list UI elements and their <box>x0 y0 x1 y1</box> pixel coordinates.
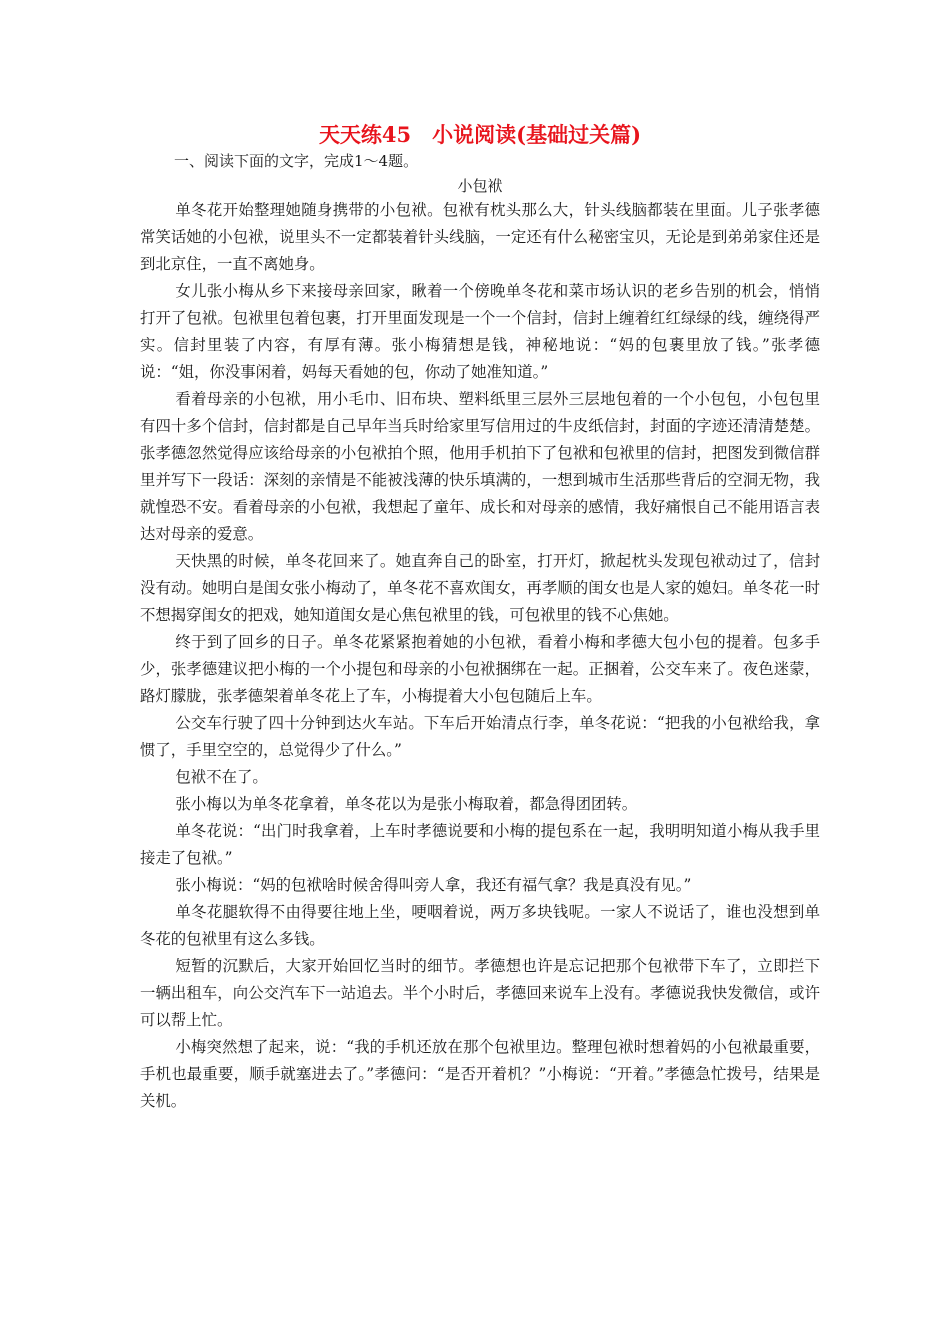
story-paragraph: 小梅突然想了起来，说：“我的手机还放在那个包袱里边。整理包袱时想着妈的小包袱最重要，手机也最重要，顺手就塞进去了。”孝德问：“是否开着机？”小梅说：“开着。”孝德急忙拨号，结果是关机。 <box>140 1038 820 1110</box>
story-paragraph: 短暂的沉默后，大家开始回忆当时的细节。孝德想也许是忘记把那个包袱带下车了，立即拦下一辆出租车，向公交汽车下一站追去。半个小时后，孝德回来说车上没有。孝德说我快发微信，或许可以帮上忙。 <box>140 957 820 1029</box>
story-paragraph: 张小梅以为单冬花拿着，单冬花以为是张小梅取着，都急得团团转。 <box>175 795 638 813</box>
story-paragraph: 单冬花腿软得不由得要往地上坐，哽咽着说，两万多块钱呢。一家人不说话了，谁也没想到单冬花的包袱里有这么多钱。 <box>140 903 820 948</box>
story-body <box>140 197 820 1115</box>
story-title: 小包袱 <box>457 177 503 195</box>
reading-instruction: 一、阅读下面的文字，完成1～4题。 <box>174 152 419 170</box>
story-paragraph: 终于到了回乡的日子。单冬花紧紧抱着她的小包袱，看着小梅和孝德大包小包的提着。包多手少，张孝德建议把小梅的一个小提包和母亲的小包袱捆绑在一起。正捆着，公交车来了。夜色迷蒙，路灯朦胧，张孝德架着单冬花上了车，小梅提着大小包包随后上车。 <box>140 633 820 705</box>
story-paragraph: 公交车行驶了四十分钟到达火车站。下车后开始清点行李，单冬花说：“把我的小包袱给我，拿惯了，手里空空的，总觉得少了什么。” <box>140 714 820 759</box>
story-paragraph: 单冬花开始整理她随身携带的小包袱。包袱有枕头那么大，针头线脑都装在里面。儿子张孝德常笑话她的小包袱，说里头不一定都装着针头线脑，一定还有什么秘密宝贝，无论是到弟弟家住还是到北京住，一直不离她身。 <box>140 201 820 273</box>
story-paragraph: 单冬花说：“出门时我拿着，上车时孝德说要和小梅的提包系在一起，我明明知道小梅从我手里接走了包袱。” <box>140 822 820 867</box>
story-paragraph: 张小梅说：“妈的包袱啥时候舍得叫旁人拿，我还有福气拿？我是真没有见。” <box>175 876 692 894</box>
story-paragraph: 包袱不在了。 <box>175 768 268 786</box>
story-paragraph: 女儿张小梅从乡下来接母亲回家，瞅着一个傍晚单冬花和菜市场认识的老乡告别的机会，悄悄打开了包袱。包袱里包着包裹，打开里面发现是一个一个信封，信封上缠着红红绿绿的线，缠绕得严实。信封里装了内容，有厚有薄。张小梅猜想是钱，神秘地说：“妈的包裹里放了钱。”张孝德说：“姐，你没事闲着，妈每天看她的包，你动了她准知道。” <box>140 282 820 381</box>
story-paragraph: 看着母亲的小包袱，用小毛巾、旧布块、塑料纸里三层外三层地包着的一个小包包，小包包里有四十多个信封，信封都是自己早年当兵时给家里写信用过的牛皮纸信封，封面的字迹还清清楚楚。张孝德忽然觉得应该给母亲的小包袱拍个照，他用手机拍下了包袱和包袱里的信封，把图发到微信群里并写下一段话：深刻的亲情是不能被浅薄的快乐填满的，一想到城市生活那些背后的空洞无物，我就惶恐不安。看着母亲的小包袱，我想起了童年、成长和对母亲的感情，我好痛恨自己不能用语言表达对母亲的爱意。 <box>140 390 820 543</box>
story-paragraph: 天快黑的时候，单冬花回来了。她直奔自己的卧室，打开灯，掀起枕头发现包袱动过了，信封没有动。她明白是闺女张小梅动了，单冬花不喜欢闺女，再孝顺的闺女也是人家的媳妇。单冬花一时不想揭穿闺女的把戏，她知道闺女是心焦包袱里的钱，可包袱里的钱不心焦她。 <box>140 552 820 624</box>
document-page <box>140 120 820 1115</box>
exercise-title: 天天练45 小说阅读(基础过关篇) <box>318 122 642 147</box>
